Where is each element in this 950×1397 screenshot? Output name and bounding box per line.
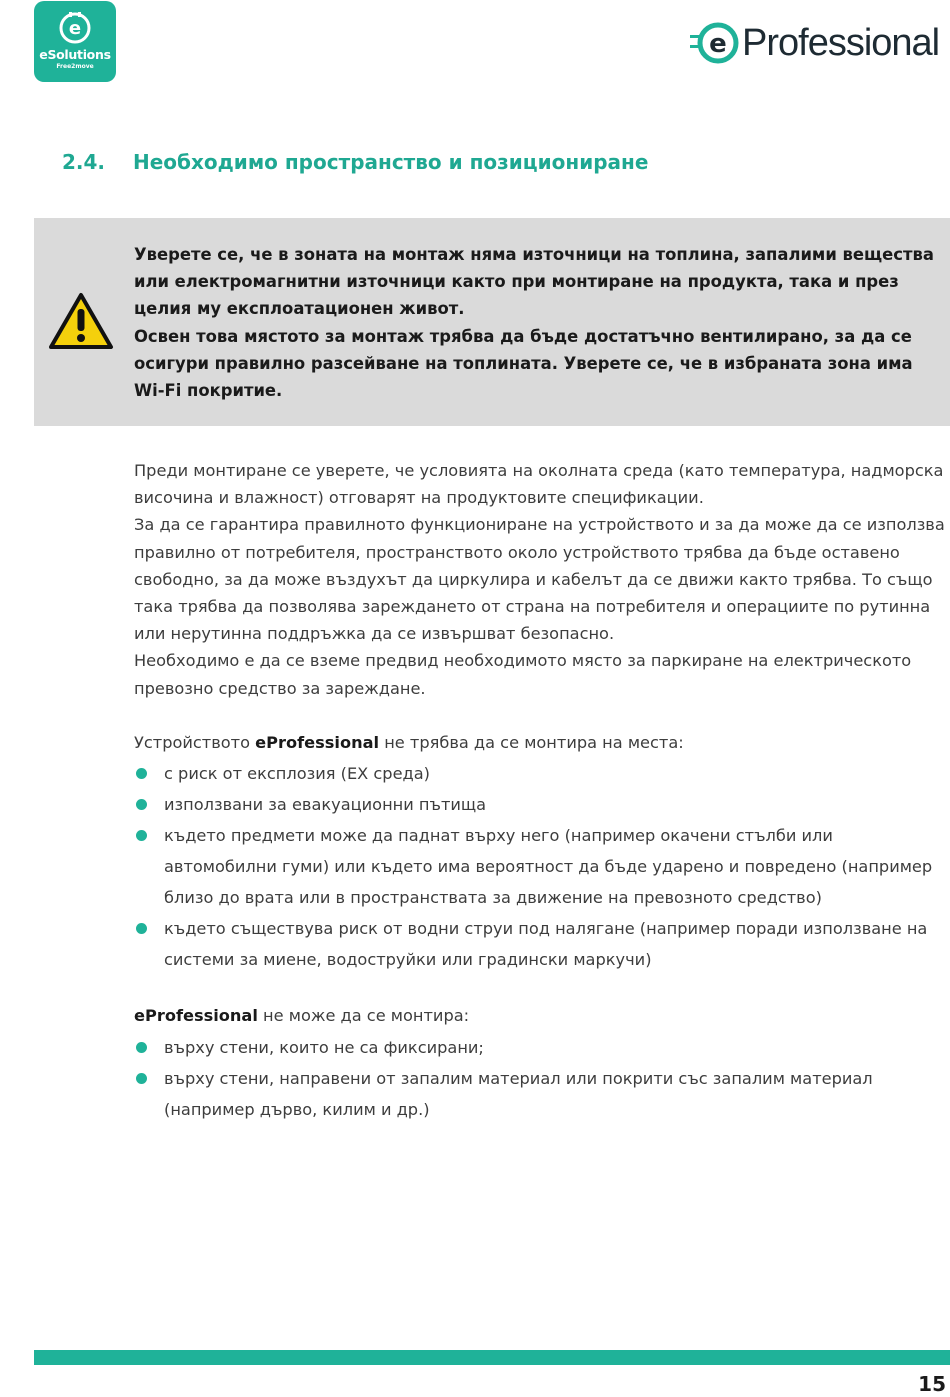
bullet-dot [136,1073,147,1084]
not-install-intro [134,729,684,756]
esolutions-brand: eSolutions [39,47,111,62]
esolutions-logo [34,1,116,82]
svg-text:e: e [709,29,727,59]
warning-line-1: Уверете се, че в зоната на монтаж няма източници на топлина, запалими вещества или електромагнитни източници както при монтиране на продукта, така и през целия му експлоатационен живот. [134,245,934,319]
list-item-text: с риск от експлозия (EX среда) [164,764,430,783]
intro-suffix: не трябва да се монтира на места: [379,733,684,752]
product-name: eProfessional [255,733,380,752]
list-item-text: където съществува риск от водни струи под налягане (например поради използване на системи за миене, водоструйки или градински маркучи) [164,919,928,969]
warning-box [34,218,950,426]
footer-bar [34,1350,950,1365]
section-heading [62,150,648,174]
warning-text [134,241,934,404]
list-item-text: където предмети може да паднат върху него (например окачени стълби или автомобилни гуми) или където има вероятност да бъде ударено и повредено (например близо до врата или в пространствата за движение на превозното средство) [164,826,933,907]
intro-suffix: не може да се монтира: [257,1006,470,1025]
page-number: 15 [918,1372,946,1396]
list-item-text: използвани за евакуационни пътища [164,795,487,814]
free2move-label: Free2move [56,63,94,70]
bullet-dot [136,830,147,841]
bullet-dot [136,1042,147,1053]
body-text [134,457,950,702]
svg-text:e: e [68,18,82,39]
bullet-dot [136,768,147,779]
paragraph-3: Необходимо е да се вземе предвид необходимото място за паркиране на електрическото превозно средство за зареждане. [134,651,912,698]
bullet-dot [136,799,147,810]
list-item [134,789,950,820]
cannot-mount-intro [134,1002,469,1029]
eprofessional-wordmark: Professional [742,22,940,64]
bullet-dot [136,923,147,934]
list-item [134,913,950,975]
list-item [134,1063,950,1125]
section-number: 2.4. [62,150,106,174]
section-title: Необходимо пространство и позициониране [133,150,649,174]
list-item-text: върху стени, направени от запалим материал или покрити със запалим материал (например дърво, килим и др.) [164,1069,873,1119]
product-name: eProfessional [134,1006,258,1025]
e-plug-icon [57,10,93,46]
intro-prefix: Устройството [134,733,256,752]
eprofessional-logo [688,20,939,66]
list-item [134,1032,950,1063]
list-item [134,758,950,789]
warning-triangle-icon [48,292,114,350]
paragraph-1: Преди монтиране се уверете, че условията на околната среда (като температура, надморска височина и влажност) отговарят на продуктовите спецификации. [134,461,944,508]
paragraph-2: За да се гарантира правилното функциониране на устройството и за да може да се използва правилно от потребителя, пространството около устройството трябва да бъде оставено свободно, за да може въздухът да циркулира и кабелът да се движи както трябва. То също така трябва да позволява зареждането от страна на потребителя и операциите по рутинна или нерутинна поддръжка да се извършват безопасно. [134,515,945,644]
e-plug-logo-icon [688,20,740,66]
list-item-text: върху стени, които не са фиксирани; [164,1038,484,1057]
not-install-list [134,758,950,975]
list-item [134,820,950,913]
cannot-mount-list [134,1032,950,1125]
warning-line-2: Освен това мястото за монтаж трябва да бъде достатъчно вентилирано, за да се осигури правилно разсейване на топлината. Уверете се, че в избраната зона има Wi-Fi покритие. [134,326,913,401]
